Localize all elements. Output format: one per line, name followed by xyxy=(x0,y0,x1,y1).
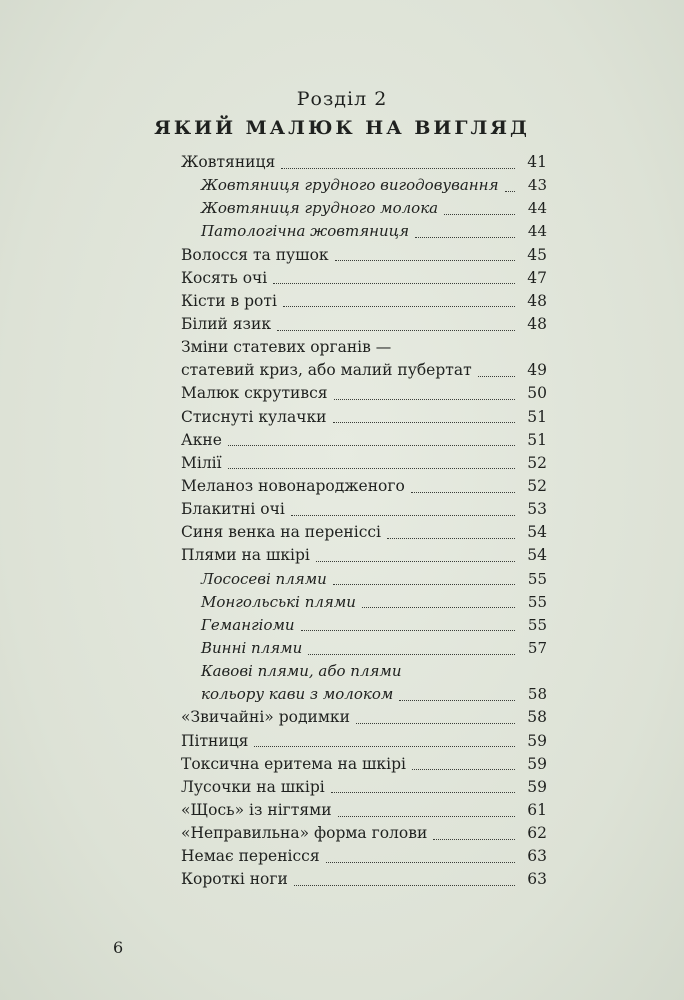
toc-entry-page: 48 xyxy=(527,291,547,310)
toc-entry-page: 45 xyxy=(527,245,547,264)
toc-entry-title: «Щось» із нігтями xyxy=(181,800,332,819)
toc-leader-dots xyxy=(444,213,515,215)
toc-entry-title: Жовтяниця xyxy=(181,153,276,171)
toc-leader-dots xyxy=(433,838,515,840)
toc-entry-title: Білий язик xyxy=(181,314,272,333)
toc-entry-page: 47 xyxy=(527,268,547,287)
toc-entry-page: 61 xyxy=(527,800,547,819)
toc-entry-page: 59 xyxy=(527,777,547,796)
table-of-contents xyxy=(181,151,547,892)
toc-entry-title: Кавові плями, або плями xyxy=(201,662,402,681)
toc-entry-page: 63 xyxy=(527,847,547,866)
toc-subentry xyxy=(181,174,547,197)
toc-leader-dots xyxy=(387,537,515,539)
page-number: 6 xyxy=(113,938,124,957)
toc-leader-dots xyxy=(362,606,515,608)
toc-leader-dots xyxy=(326,861,515,863)
toc-entry xyxy=(181,706,547,729)
toc-entry-page: 58 xyxy=(527,708,547,727)
toc-entry-title: Мілії xyxy=(181,453,222,472)
toc-leader-dots xyxy=(281,167,515,169)
toc-entry xyxy=(181,521,547,544)
toc-entry-title: Стиснуті кулачки xyxy=(181,407,327,426)
toc-entry-title: Немає перенісся xyxy=(181,847,320,866)
toc-entry-page: 52 xyxy=(527,476,547,495)
toc-subentry xyxy=(181,197,547,220)
toc-leader-dots xyxy=(277,329,515,331)
toc-entry-page: 55 xyxy=(527,615,547,634)
toc-entry-title: Лусочки на шкірі xyxy=(181,777,325,796)
toc-entry-title: Малюк скрутився xyxy=(181,384,328,403)
toc-leader-dots xyxy=(228,467,515,469)
toc-entry-page: 48 xyxy=(527,314,547,333)
toc-entry-page: 54 xyxy=(527,523,547,542)
toc-leader-dots xyxy=(273,282,515,284)
toc-leader-dots xyxy=(294,884,515,886)
toc-entry xyxy=(181,776,547,799)
toc-leader-dots xyxy=(397,352,515,353)
toc-entry-title: Кісти в роті xyxy=(181,291,277,310)
toc-entry-title: Жовтяниця грудного вигодовування xyxy=(201,176,499,195)
toc-leader-dots xyxy=(316,560,515,562)
toc-entry-title: Жовтяниця грудного молока xyxy=(201,199,439,218)
toc-entry xyxy=(181,452,547,475)
toc-leader-dots xyxy=(415,236,515,238)
toc-entry-title: Косять очі xyxy=(181,268,268,287)
toc-entry-page: 55 xyxy=(527,592,547,611)
toc-entry xyxy=(181,313,547,336)
toc-entry xyxy=(181,359,547,382)
toc-entry-page: 62 xyxy=(527,824,547,843)
toc-entry-title: «Неправильна» форма голови xyxy=(181,824,428,843)
toc-entry-title: «Звичайні» родимки xyxy=(181,708,350,727)
toc-entry-page: 51 xyxy=(527,407,547,426)
toc-entry xyxy=(181,498,547,521)
toc-leader-dots xyxy=(505,190,516,192)
toc-entry xyxy=(181,382,547,405)
toc-leader-dots xyxy=(331,791,515,793)
toc-entry xyxy=(181,730,547,753)
toc-leader-dots xyxy=(411,491,515,493)
toc-entry-title: Лососеві плями xyxy=(201,569,327,588)
toc-entry-page: 57 xyxy=(527,638,547,657)
toc-leader-dots xyxy=(478,375,515,377)
toc-entry-page: 59 xyxy=(527,754,547,773)
toc-leader-dots xyxy=(333,583,515,585)
toc-subentry xyxy=(181,614,547,637)
toc-entry-page: 52 xyxy=(527,453,547,472)
toc-entry-title: Зміни статевих органів — xyxy=(181,338,392,357)
toc-entry xyxy=(181,267,547,290)
toc-entry-page: 43 xyxy=(527,176,547,195)
toc-entry-title: Короткі ноги xyxy=(181,870,288,889)
toc-entry-page: 63 xyxy=(527,870,547,889)
toc-leader-dots xyxy=(334,398,515,400)
toc-entry-title: Винні плями xyxy=(201,638,303,657)
toc-entry xyxy=(181,845,547,868)
toc-subentry xyxy=(181,568,547,591)
toc-entry-title: Монгольські плями xyxy=(201,592,356,611)
toc-subentry xyxy=(181,220,547,243)
toc-entry-page: 49 xyxy=(527,361,547,380)
toc-entry xyxy=(181,475,547,498)
toc-leader-dots xyxy=(228,444,515,446)
toc-leader-dots xyxy=(291,514,515,516)
toc-leader-dots xyxy=(301,629,515,631)
toc-entry-page: 44 xyxy=(527,222,547,241)
toc-entry-page: 55 xyxy=(527,569,547,588)
toc-subentry xyxy=(181,660,547,683)
chapter-label: Розділ 2 xyxy=(296,88,388,110)
toc-entry-page: 50 xyxy=(527,384,547,403)
toc-leader-dots xyxy=(333,421,515,423)
toc-leader-dots xyxy=(356,722,515,724)
toc-entry-title: Пітниця xyxy=(181,731,249,750)
toc-entry-title: статевий криз, або малий пубертат xyxy=(181,361,472,380)
toc-leader-dots xyxy=(399,699,515,701)
toc-entry xyxy=(181,406,547,429)
toc-entry xyxy=(181,290,547,313)
toc-entry xyxy=(181,799,547,822)
toc-entry-page: 41 xyxy=(527,153,547,171)
toc-entry xyxy=(181,151,547,174)
toc-entry-title: Синя венка на переніссі xyxy=(181,523,382,542)
toc-entry-title: Акне xyxy=(181,430,222,449)
toc-subentry xyxy=(181,637,547,660)
toc-entry-page: 51 xyxy=(527,430,547,449)
toc-leader-dots xyxy=(283,305,515,307)
toc-entry-title: Плями на шкірі xyxy=(181,546,310,565)
toc-entry xyxy=(181,244,547,267)
toc-entry-page: 44 xyxy=(527,199,547,218)
toc-entry-title: Меланоз новонародженого xyxy=(181,476,405,495)
toc-entry xyxy=(181,429,547,452)
toc-entry xyxy=(181,336,547,359)
toc-leader-dots xyxy=(308,653,515,655)
toc-leader-dots xyxy=(408,676,515,677)
toc-subentry xyxy=(181,683,547,706)
toc-entry-title: Патологічна жовтяниця xyxy=(201,222,410,241)
toc-entry-page: 53 xyxy=(527,500,547,519)
toc-entry-title: кольору кави з молоком xyxy=(201,685,394,704)
toc-entry xyxy=(181,753,547,776)
toc-entry-page: 58 xyxy=(527,685,547,704)
toc-entry-title: Гемангіоми xyxy=(201,615,295,634)
toc-entry-title: Токсична еритема на шкірі xyxy=(181,754,406,773)
toc-subentry xyxy=(181,591,547,614)
toc-entry-page: 59 xyxy=(527,731,547,750)
toc-entry-page: 54 xyxy=(527,546,547,565)
toc-entry xyxy=(181,822,547,845)
chapter-title: ЯКИЙ МАЛЮК НА ВИГЛЯД xyxy=(154,117,530,139)
toc-leader-dots xyxy=(338,815,515,817)
toc-leader-dots xyxy=(412,768,515,770)
toc-entry-title: Волосся та пушок xyxy=(181,245,329,264)
toc-entry xyxy=(181,868,547,891)
toc-entry xyxy=(181,544,547,567)
toc-entry-title: Блакитні очі xyxy=(181,500,285,519)
toc-leader-dots xyxy=(335,259,515,261)
toc-leader-dots xyxy=(254,745,515,747)
